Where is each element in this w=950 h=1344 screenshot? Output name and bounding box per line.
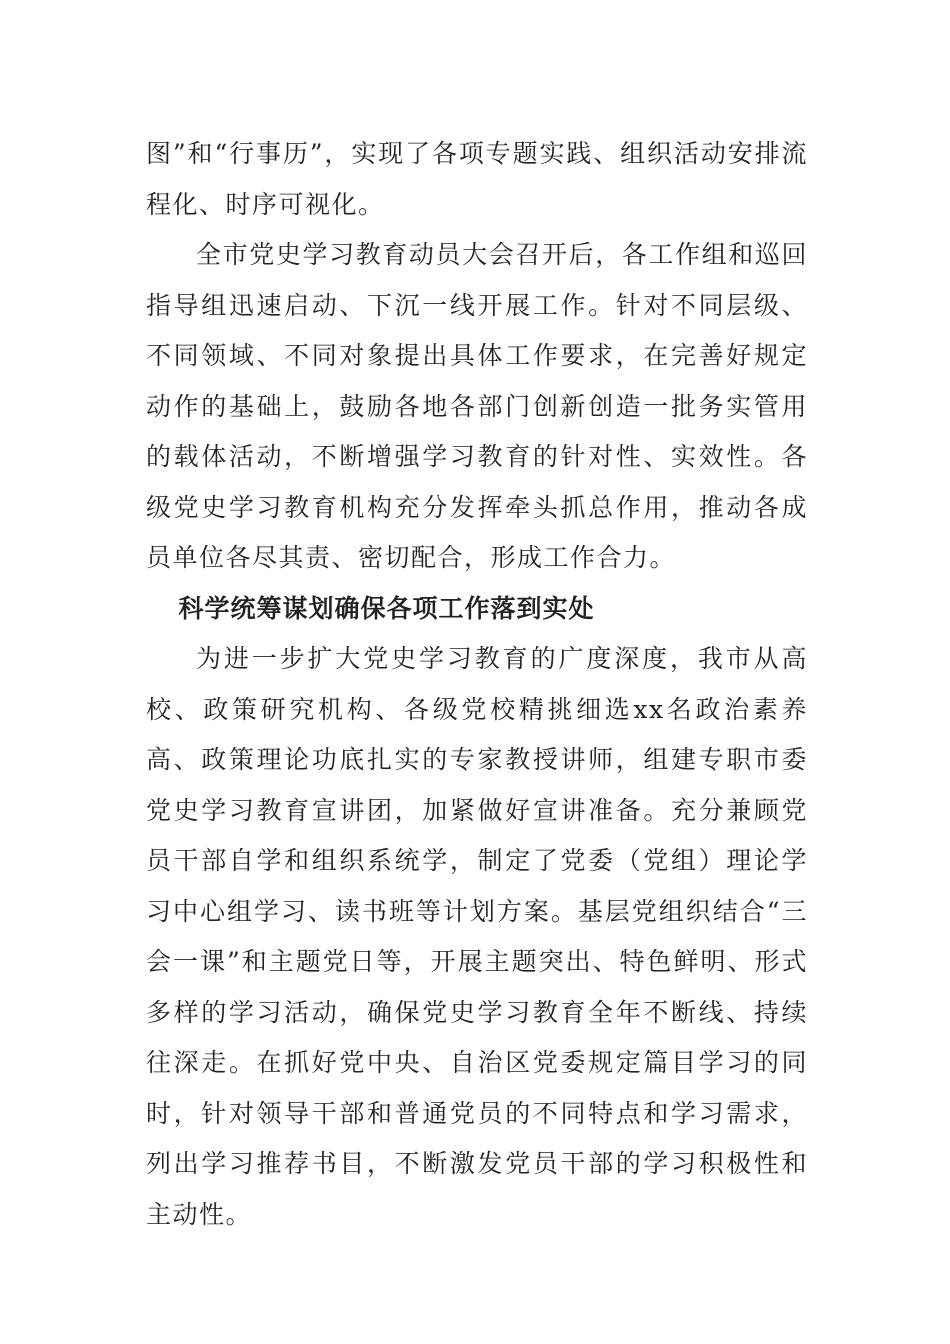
paragraph-planning: 为进一步扩大党史学习教育的广度深度，我市从高校、政策研究机构、各级党校精挑细选xx名政治素养高、政策理论功底扎实的专家教授讲师，组建专职市委党史学习教育宣讲团，加紧做好宣讲准备。充分兼顾党员干部自学和组织系统学，制定了党委（党组）理论学习中心组学习、读书班等计划方案。基层党组织结合“三会一课”和主题党日等，开展主题突出、特色鲜明、形式多样的学习活动，确保党史学习教育全年不断线、持续往深走。在抓好党中央、自治区党委规定篇目学习的同时，针对领导干部和普通党员的不同特点和学习需求，列出学习推荐书目，不断激发党员干部的学习积极性和主动性。 bbox=[146, 644, 808, 1229]
paragraph-mobilization: 全市党史学习教育动员大会召开后，各工作组和巡回指导组迅速启动、下沉一线开展工作。针对不同层级、不同领域、不同对象提出具体工作要求，在完善好规定动作的基础上，鼓励各地各部门创新创造一批务实管用的载体活动，不断增强学习教育的针对性、实效性。各级党史学习教育机构充分发挥牵头抓总作用，推动各成员单位各尽其责、密切配合，形成工作合力。 bbox=[146, 240, 808, 572]
document-body bbox=[146, 129, 808, 1240]
paragraph-continuation: 图”和“行事历”，实现了各项专题实践、组织活动安排流程化、时序可视化。 bbox=[146, 139, 808, 219]
section-heading: 科学统筹谋划确保各项工作落到实处 bbox=[178, 593, 595, 623]
